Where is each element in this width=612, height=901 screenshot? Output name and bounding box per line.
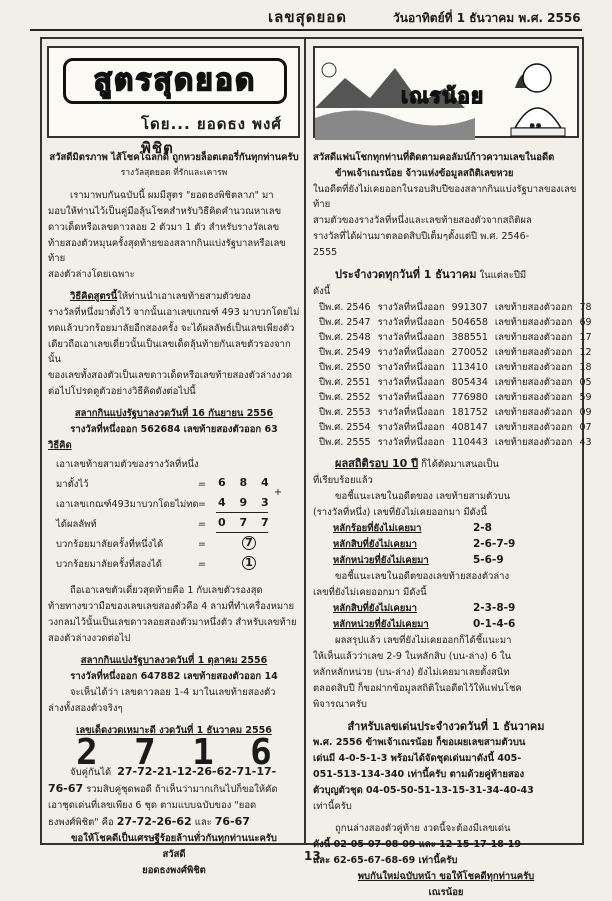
history-label2: เลขท้ายสองตัวออก xyxy=(494,392,573,403)
draw1-title: สลากกินแบ่งรัฐบาลงวดวันที่ 16 กันยายน 2556 xyxy=(74,408,274,419)
calc-step: เอาเลขท้ายสามตัวของรางวัลที่หนึ่ง xyxy=(56,459,199,470)
method-line: ต่อไปโปรดดูตัวอย่างวิธีคิดดังต่อไปนี้ xyxy=(48,386,196,397)
right-banner-title: เณรน้อย xyxy=(401,84,485,108)
history-label2: เลขท้ายสองตัวออก xyxy=(494,422,573,433)
conclusion-line: ถือเอาเลขตัวเดี่ยวสุดท้ายคือ 1 กับเลขตัวรองสุด xyxy=(70,585,263,596)
history-label: รางวัลที่หนึ่งออก xyxy=(377,392,445,403)
history-label2: เลขท้ายสองตัวออก xyxy=(494,362,573,373)
pair-value: 2-8 xyxy=(473,522,492,534)
stats-heading: ผลสถิติรอบ 10 ปี xyxy=(335,457,419,470)
history-label: รางวัลที่หนึ่งออก xyxy=(377,377,445,388)
header-rule xyxy=(30,29,582,31)
history-two: 59 xyxy=(579,392,592,403)
method-line: รางวัลที่หนึ่งมาตั้งไว้ จากนั้นเอาเลขเกณฑ์ 493 มาบวกโดยไม่ xyxy=(48,307,300,318)
stats-heading-rest: ที่เรียบร้อยแล้ว xyxy=(313,475,373,486)
calculation-example xyxy=(48,455,300,603)
history-first: 113410 xyxy=(451,362,488,373)
calc-sum-line xyxy=(216,532,268,533)
intro-line: เรามาพบกันฉบับนี้ ผมมีสูตร "ยอดธงพิชิตลาภ" มา xyxy=(70,190,274,201)
history-first: 270052 xyxy=(451,347,488,358)
history-year: ปีพ.ศ. 2549 xyxy=(319,347,371,358)
how-label: วิธีคิด xyxy=(48,440,72,451)
left-author: ยอดธงพงศ์พิชิต xyxy=(142,865,206,876)
draw-heading: ประจำงวดทุกวันที่ 1 ธันวาคม xyxy=(335,268,477,281)
history-row xyxy=(319,420,599,435)
history-year: ปีพ.ศ. 2546 xyxy=(319,302,371,313)
featured-digit: 2 xyxy=(76,732,98,773)
right-banner xyxy=(313,46,579,138)
stats-intro: (รางวัลที่หนึ่ง) เลขที่ยังไม่เคยออกมา มีดังนี้ xyxy=(313,507,487,518)
method-line: เดียวถือเอาเลขเดี่ยวนั้นเป็นเลขเด็ดลุ้นท้ายกันเลขตัวรองจากนั้น xyxy=(48,339,291,365)
history-year: ปีพ.ศ. 2551 xyxy=(319,377,371,388)
history-row xyxy=(319,435,599,450)
stats-intro: ขอชี้แนะเลขในอดีตของ เลขท้ายสามตัวบน xyxy=(335,491,511,502)
method-line: ของเลขทั้งสองตัวเป็นเลขดาวเด็ดหรือเลขท้ายสองตัวล่างงวด xyxy=(48,370,293,381)
history-year: ปีพ.ศ. 2553 xyxy=(319,407,371,418)
issue-date: วันอาทิตย์ที่ 1 ธันวาคม พ.ศ. 2556 xyxy=(393,11,581,25)
pairs-numbers: 76-67 xyxy=(48,782,84,795)
history-first: 388551 xyxy=(451,332,488,343)
right-heading: สวัสดีแฟนโชกทุกท่านที่ติดตามคอลัมน์ก้าวความเลขในอดีต xyxy=(313,152,555,163)
pair-label: หลักหน่วยที่ยังไม่เคยมา xyxy=(333,619,429,630)
pairs-text: และ xyxy=(191,817,215,828)
method-line: ให้ท่านนำเอาเลขท้ายสามตัวของ xyxy=(117,291,251,302)
left-column xyxy=(48,150,300,879)
tips-heading: สำหรับเลขเด่นประจำงวดวันที่ 1 ธันวาคม xyxy=(347,720,545,733)
calc-value: 0 7 7 xyxy=(218,516,274,529)
calc-plus: + xyxy=(274,487,282,498)
right-sign-off: พบกันใหม่ฉบับหน้า ขอให้โชคดีทุกท่านครับ xyxy=(357,871,535,882)
featured-digit: 7 xyxy=(134,732,156,773)
left-greeting: สวัสดีมิตรภาพ ไส้โชคโฉลกดี ถูกหวยล็อตเตอรี่กันทุกท่านครับ xyxy=(49,152,299,163)
history-year: ปีพ.ศ. 2554 xyxy=(319,422,371,433)
pair-label: หลักหน่วยที่ยังไม่เคยมา xyxy=(333,555,429,566)
tips-line: ตัวบุญตัวชุด 04-05-50-51-13-15-31-34-40-43 xyxy=(313,785,534,796)
masthead: เลขสุดยอด xyxy=(268,5,347,31)
right-column xyxy=(313,150,592,901)
calc-circled-value: 1 xyxy=(242,556,256,570)
intro-line: มอบให้ท่านไว้เป็นคู่มือลุ้นโชคสำหรับวิธีคิดคำนวณหาเลข xyxy=(48,206,282,217)
summary-line: พิจารณาครับ xyxy=(313,699,367,710)
pairs-text: ธงพงศ์พิชิต" คือ xyxy=(48,817,114,828)
pairs-label: จับคู่กันได้ xyxy=(70,767,112,778)
bottom-tips-line: และ 62-65-67-68-69 เท่านี้ครับ xyxy=(313,855,458,866)
draw-heading-rest: ดังนี้ xyxy=(313,286,331,297)
history-first: 776980 xyxy=(451,392,488,403)
history-year: ปีพ.ศ. 2547 xyxy=(319,317,371,328)
pair-value: 5-6-9 xyxy=(473,554,504,566)
history-label2: เลขท้ายสองตัวออก xyxy=(494,437,573,448)
pairs-text: เอาชุดเด่นที่เลขเพียง 6 ชุด ตามแบบฉบับของ "ยอด xyxy=(48,800,257,811)
history-label2: เลขท้ายสองตัวออก xyxy=(494,317,573,328)
history-two: 09 xyxy=(579,407,592,418)
summary-line: ให้เห็นแล้วว่าเลข 2-9 ในหลักสิบ (บน-ล่าง) 6 ใน xyxy=(313,651,512,662)
left-greeting-2: รางวัลสุดยอด ที่รักและเคารพ xyxy=(120,168,228,178)
pair-value: 2-6-7-9 xyxy=(473,538,516,550)
page-number: 13 xyxy=(304,849,321,863)
bottom-intro: ขอชี้แนะเลขในอดีตของเลขท้ายสองตัวล่าง xyxy=(335,571,510,582)
history-label: รางวัลที่หนึ่งออก xyxy=(377,332,445,343)
history-first: 504658 xyxy=(451,317,488,328)
after2-line: จะเห็นได้ว่า เลขดาวลอย 1-4 มาในเลขท้ายสองตัว xyxy=(70,687,276,698)
calc-step: มาตั้งไว้ xyxy=(56,479,89,490)
calc-circled-value: 7 xyxy=(242,536,256,550)
calc-equals: = xyxy=(198,559,206,570)
calc-value: 6 8 4 xyxy=(218,476,274,489)
right-intro: รางวัลที่ได้ผ่านมาตลอดสิบปีเต็มๆตั้งแต่ปี พ.ศ. 2546- xyxy=(313,231,530,242)
history-label: รางวัลที่หนึ่งออก xyxy=(377,302,445,313)
conclusion-line: วงกลมไว้นั้นเป็นเลขดาวลอยสองตัวมาหนึ่งตัว สำหรับเลขท้าย xyxy=(48,617,297,628)
tips-line: พ.ศ. 2556 ข้าพเจ้าเณรน้อย ก็ขอเผยเลขสามตัวบน xyxy=(313,737,526,748)
pairs-text: รวมสิบคู่ชุดพอดี ถ้าเห็นว่ามากเกินไปก็ขอให้คัด xyxy=(83,784,278,795)
pair-value: 0-1-4-6 xyxy=(473,618,516,630)
left-sign-off: สวัสดี xyxy=(162,849,186,860)
history-two: 69 xyxy=(579,317,592,328)
intro-line: สองตัวล่างโดยเฉพาะ xyxy=(48,269,135,280)
history-two: 78 xyxy=(579,302,592,313)
summary-line: ผลสรุปแล้ว เลขที่ยังไม่เคยออกก็ได้ชี้แนะมา xyxy=(335,635,512,646)
history-first: 805434 xyxy=(451,377,488,388)
history-two: 18 xyxy=(579,362,592,373)
featured-digit: 1 xyxy=(192,732,214,773)
history-label2: เลขท้ายสองตัวออก xyxy=(494,407,573,418)
pair-label: หลักสิบที่ยังไม่เคยมา xyxy=(333,603,417,614)
right-intro: ข้าพเจ้าเณรน้อย จ้าวแห่งข้อมูลสถิติเลขหวย xyxy=(335,168,514,179)
draw1-result: รางวัลที่หนึ่งออก 562684 เลขท้ายสองตัวออก 63 xyxy=(70,424,278,435)
bottom-digit-pairs xyxy=(333,601,579,632)
history-row xyxy=(319,390,599,405)
history-label: รางวัลที่หนึ่งออก xyxy=(377,347,445,358)
history-label: รางวัลที่หนึ่งออก xyxy=(377,422,445,433)
calc-equals: = xyxy=(198,539,206,550)
draw2-title: สลากกินแบ่งรัฐบาลงวดวันที่ 1 ตุลาคม 2556 xyxy=(80,655,268,666)
history-label: รางวัลที่หนึ่งออก xyxy=(377,437,445,448)
tips-line: เด่นมี 4-0-5-1-3 พร้อมได้จัดชุดเด่นมาดังนี้ 405- xyxy=(313,753,522,764)
column-divider xyxy=(304,37,306,845)
right-intro: สามตัวของรางวัลที่หนึ่งและเลขท้ายสองตัวจากสถิติผล xyxy=(313,215,532,226)
calc-equals: = xyxy=(198,479,206,490)
history-row xyxy=(319,300,599,315)
history-label: รางวัลที่หนึ่งออก xyxy=(377,362,445,373)
history-row xyxy=(319,345,599,360)
right-author: เณรน้อย xyxy=(428,887,464,898)
draw-heading-rest: ในแต่ละปีมี xyxy=(476,270,527,281)
history-two: 05 xyxy=(579,377,592,388)
history-row xyxy=(319,315,599,330)
calc-step: บวกร้อยมาลัยครั้งที่สองได้ xyxy=(56,559,162,570)
pair-label: หลักสิบที่ยังไม่เคยมา xyxy=(333,539,417,550)
left-sign-off: ขอให้โชคดีเป็นเศรษฐีร้อยล้านทั่วกันทุกท่านนะครับ xyxy=(71,833,277,844)
history-year: ปีพ.ศ. 2550 xyxy=(319,362,371,373)
calc-step: บวกร้อยมาลัยครั้งที่หนึ่งได้ xyxy=(56,539,164,550)
history-row xyxy=(319,330,599,345)
calc-equals: = xyxy=(198,499,206,510)
history-row xyxy=(319,360,599,375)
intro-line: ท้ายสองตัวหมุนครั้งสุดท้ายของสลากกินแบ่งรัฐบาลหรือเลขท้าย xyxy=(48,238,286,264)
history-two: 07 xyxy=(579,422,592,433)
history-label2: เลขท้ายสองตัวออก xyxy=(494,332,573,343)
history-first: 181752 xyxy=(451,407,488,418)
history-label2: เลขท้ายสองตัวออก xyxy=(494,302,573,313)
pairs-numbers: 27-72-26-62 xyxy=(116,815,192,828)
calc-sum-line xyxy=(216,512,268,513)
pairs-numbers: 76-67 xyxy=(214,815,250,828)
tips-line: เท่านี้ครับ xyxy=(313,801,352,812)
history-year: ปีพ.ศ. 2548 xyxy=(319,332,371,343)
history-label: รางวัลที่หนึ่งออก xyxy=(377,317,445,328)
history-label2: เลขท้ายสองตัวออก xyxy=(494,347,573,358)
history-row xyxy=(319,405,599,420)
summary-line: หลักหลักหน่วย (บน-ล่าง) ยังไม่เคยมาเลยตั้งสนิท xyxy=(313,667,510,678)
pair-value: 2-3-8-9 xyxy=(473,602,516,614)
history-first: 110443 xyxy=(451,437,488,448)
calc-equals: = xyxy=(198,519,206,530)
draw2-result: รางวัลที่หนึ่งออก 647882 เลขท้ายสองตัวออก 14 xyxy=(70,671,278,682)
draw3-title: เลขเด็ดงวดเหมาะดี งวดวันที่ 1 ธันวาคม 2556 xyxy=(76,725,272,736)
stats-heading-rest: ก็ได้ตัดมาเสนอเป็น xyxy=(418,459,499,470)
history-year: ปีพ.ศ. 2555 xyxy=(319,437,371,448)
history-two: 12 xyxy=(579,347,592,358)
left-banner xyxy=(47,46,300,157)
calc-step: เอาเลขเกณฑ์493มาบวกโดยไม่ทด xyxy=(56,499,199,510)
intro-line: ดาวเด็ดหรือเลขดาวลอย 2 ตัวมา 1 ตัว สำหรับรางวัลเลข xyxy=(48,222,280,233)
after2-line: ล่างทั้งสองตัวจริงๆ xyxy=(48,703,123,714)
top-digit-pairs xyxy=(333,521,579,568)
featured-digit: 6 xyxy=(250,732,272,773)
bottom-intro: เลขที่ยังไม่เคยออกมา มีดังนี้ xyxy=(313,587,427,598)
history-first: 991307 xyxy=(451,302,488,313)
history-table xyxy=(319,300,599,450)
history-label2: เลขท้ายสองตัวออก xyxy=(494,377,573,388)
calc-value: 4 9 3 xyxy=(218,496,274,509)
tips-line: 051-513-134-340 เท่านี้ครับ ตามด้วยคู่ท้ายสอง xyxy=(313,769,525,780)
right-intro: 2555 xyxy=(313,247,338,258)
conclusion-line: สองตัวล่างงวดต่อไป xyxy=(48,633,131,644)
left-banner-byline: โดย... ยอดธง พงศ์พิชิต xyxy=(141,115,282,157)
method-line: ทดแล้วบวกร้อยมาลัยอีกสองครั้ง จะได้ผลลัพธ์เป็นเลขเพียงตัว xyxy=(48,323,295,334)
pair-label: หลักร้อยที่ยังไม่เคยมา xyxy=(333,523,422,534)
history-two: 17 xyxy=(579,332,592,343)
conclusion-line: ท้ายทางขวามือของเลขเลขสองตัวคือ 4 ลามที่ทำเครื่องหมาย xyxy=(48,601,295,612)
history-year: ปีพ.ศ. 2552 xyxy=(319,392,371,403)
calc-step: ได้ผลลัพท์ xyxy=(56,519,97,530)
summary-line: ตลอดสิบปี ก็ขอฝากข้อมูลสถิติในอดีตไว้ให้แฟนโชค xyxy=(313,683,522,694)
history-two: 43 xyxy=(579,437,592,448)
history-row xyxy=(319,375,599,390)
right-intro: ในอดีตที่ยังไม่เคยออกในรอบสิบปีของสลากกินแบ่งรัฐบาลของเลขท้าย xyxy=(313,184,577,210)
bottom-tips-line: ถูกนล่างสองตัวคู่ท้าย งวดนี้จะต้องมีเลขเด่น xyxy=(335,823,511,834)
history-first: 408147 xyxy=(451,422,488,433)
history-label: รางวัลที่หนึ่งออก xyxy=(377,407,445,418)
pairs-numbers: 27-72-21-12-26-62-71-17- xyxy=(117,765,277,778)
method-label: วิธีคิดสูตรนี้ xyxy=(70,291,118,302)
left-banner-title: สูตรสุดยอด xyxy=(63,58,287,104)
bottom-tips-line: ดังนี้ 02-05-07-08-09 และ 12-15-17-18-19 xyxy=(313,839,522,850)
right-banner-tag: ๑๑ xyxy=(529,120,542,131)
